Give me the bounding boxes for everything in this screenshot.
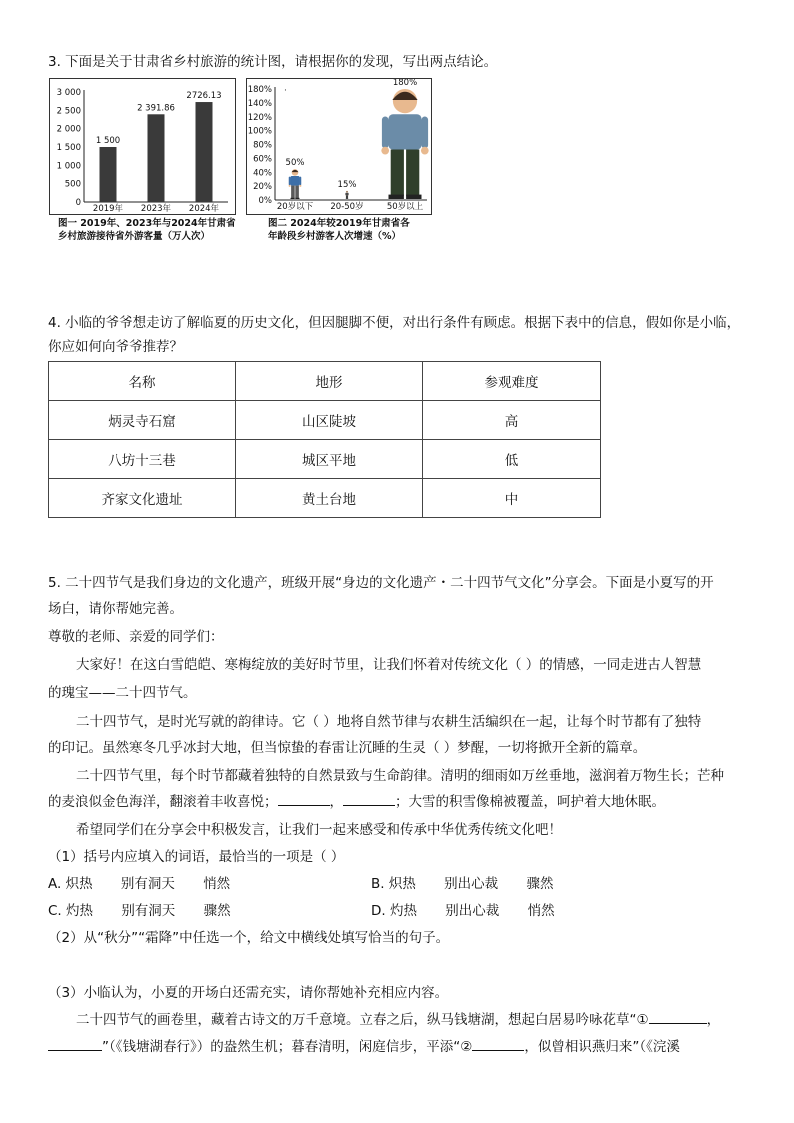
x-tick-label: 2024年 — [188, 204, 220, 214]
data-label: 180% — [392, 79, 418, 88]
figure1-caption-line2: 乡村旅游接待省外游客量（万人次） — [58, 231, 211, 242]
x-tick-label: 2023年 — [140, 204, 172, 214]
y-tick-label: 2 000 — [56, 124, 81, 135]
table-header-terrain: 地形 — [236, 362, 423, 401]
q3-prompt: 3. 下面是关于甘肃省乡村旅游的统计图，请根据你的发现，写出两点结论。 — [48, 54, 498, 70]
y-tick-label: 120% — [247, 112, 272, 123]
option-c-word2: 别有洞天 — [121, 903, 176, 919]
option-a-word2: 别有洞天 — [120, 876, 175, 892]
table-cell: 中 — [423, 479, 601, 518]
option-c[interactable] — [48, 899, 231, 919]
option-d-word2: 别出心裁 — [445, 903, 500, 919]
q5-sub3-paragraph-line2 — [48, 1035, 680, 1055]
table-cell: 黄土台地 — [236, 479, 423, 518]
table-row — [49, 440, 601, 479]
table-header-name: 名称 — [49, 362, 236, 401]
y-tick-label: 40% — [253, 168, 272, 179]
q5-paragraph1-line2: 的瑰宝——二十四节气。 — [48, 685, 197, 701]
q5-paragraph3-line2 — [48, 790, 665, 810]
data-label: 2 391.86 — [137, 103, 175, 114]
x-tick-label: 20-50岁 — [330, 202, 364, 212]
y-tick-label: 20% — [253, 182, 272, 193]
y-tick-label: 180% — [247, 85, 272, 95]
table-cell: 高 — [423, 401, 601, 440]
figure2-chart-frame — [246, 78, 432, 215]
q5-paragraph1-line1: 大家好！在这白雪皑皑、寒梅绽放的美好时节里，让我们怀着对传统文化（ ）的情感，一同走进古人智慧 — [76, 657, 702, 673]
option-a-word3: 悄然 — [203, 876, 231, 892]
q5-sub3-text-c: ，似曾相识燕归来”（《浣溪 — [524, 1039, 680, 1055]
table-row — [49, 401, 601, 440]
y-tick-label: 1 000 — [56, 161, 81, 172]
y-tick-label: 100% — [247, 126, 272, 137]
q5-sub1: （1）括号内应填入的词语，最恰当的一项是（ ） — [48, 849, 345, 865]
person-figure — [345, 191, 349, 199]
table-header-difficulty: 参观难度 — [423, 362, 601, 401]
option-d[interactable] — [371, 899, 555, 919]
table-header-row — [49, 362, 601, 401]
q5-sub2: （2）从“秋分”“霜降”中任选一个，给文中横线处填写恰当的句子。 — [48, 930, 450, 946]
q5-paragraph3-comma: ， — [329, 794, 343, 810]
option-a-word1: A. 炽热 — [48, 876, 93, 892]
person-figure — [381, 89, 428, 199]
answer-blank-3[interactable] — [649, 1009, 707, 1024]
y-tick-label: 140% — [247, 98, 272, 109]
q5-paragraph3-text-a: 的麦浪似金色海洋，翻滚着丰收喜悦； — [48, 794, 278, 810]
q5-sub3-paragraph-line1 — [76, 1008, 720, 1028]
table-cell: 城区平地 — [236, 440, 423, 479]
q5-paragraph2-line2: 的印记。虽然寒冬几乎冰封大地，但当惊蛰的春雷让沉睡的生灵（ ）梦醒，一切将掀开全新的篇章。 — [48, 740, 647, 756]
q5-sub3-text-b: ”（《钱塘湖春行》）的盎然生机；暮春清明，闲庭信步，平添“② — [102, 1039, 473, 1055]
y-tick-label: 60% — [253, 154, 272, 165]
q4-prompt-line2: 你应如何向爷爷推荐？ — [48, 339, 183, 355]
table-cell: 八坊十三巷 — [49, 440, 236, 479]
option-b-word3: 骤然 — [526, 876, 554, 892]
option-c-word1: C. 灼热 — [48, 903, 94, 919]
y-tick-label: 0% — [258, 196, 272, 206]
answer-blank-5[interactable] — [472, 1036, 524, 1051]
option-d-word1: D. 灼热 — [371, 903, 417, 919]
table-row — [49, 479, 601, 518]
data-label: 2726.13 — [186, 91, 222, 102]
q5-paragraph2-line1: 二十四节气，是时光写就的韵律诗。它（ ）地将自然节律与农耕生活编织在一起，让每个时节都有了独特 — [76, 714, 702, 730]
figure2-caption-line1: 图二 2024年较2019年甘肃省各 — [268, 218, 410, 229]
table-cell: 山区陡坡 — [236, 401, 423, 440]
option-b-word1: B. 炽热 — [371, 876, 416, 892]
q5-sub3-comma: ， — [706, 1012, 721, 1028]
table-cell: 低 — [423, 440, 601, 479]
option-b[interactable] — [371, 872, 553, 892]
option-a[interactable] — [48, 872, 230, 892]
data-label: 15% — [337, 179, 357, 190]
x-tick-label: 2019年 — [92, 204, 124, 214]
figure1-chart-frame — [49, 78, 236, 215]
q4-prompt-line1: 4. 小临的爷爷想走访了解临夏的历史文化，但因腿脚不便，对出行条件有顾虑。根据下表中的信息，假如你是小临， — [48, 315, 741, 331]
bar — [196, 102, 213, 202]
bar — [148, 114, 165, 202]
figure1-caption-line1: 图一 2019年、2023年与2024年甘肃省 — [58, 218, 236, 229]
option-d-word3: 悄然 — [527, 903, 555, 919]
figure1-bar-chart — [50, 79, 235, 214]
y-tick-label: 80% — [253, 140, 272, 151]
x-tick-label: 50岁以上 — [386, 202, 424, 212]
q5-sub3-text-a: 二十四节气的画卷里，藏着古诗文的万千意境。立春之后，纵马钱塘湖，想起白居易吟咏花草“① — [76, 1012, 649, 1028]
stray-mark: · — [284, 86, 287, 96]
y-tick-label: 2 500 — [56, 106, 81, 117]
answer-blank-4[interactable] — [48, 1036, 102, 1051]
q5-sub3: （3）小临认为，小夏的开场白还需充实，请你帮她补充相应内容。 — [48, 985, 449, 1001]
q5-paragraph3-line1: 二十四节气里，每个时节都藏着独特的自然景致与生命韵律。清明的细雨如万丝垂地，滋润着万物生长；芒种 — [76, 768, 724, 784]
person-figure — [289, 169, 302, 199]
q5-salutation: 尊敬的老师、亲爱的同学们： — [48, 629, 224, 645]
q5-paragraph3-text-b: ；大雪的积雪像棉被覆盖，呵护着大地休眠。 — [395, 794, 665, 810]
option-b-word2: 别出心裁 — [444, 876, 499, 892]
figure2-caption-line2: 年龄段乡村游客人次增速（%） — [268, 231, 402, 242]
y-tick-label: 1 500 — [56, 143, 81, 153]
data-label: 50% — [285, 158, 305, 169]
option-c-word3: 骤然 — [203, 903, 231, 919]
answer-blank-1[interactable] — [278, 791, 330, 806]
bar — [100, 147, 117, 202]
answer-blank-2[interactable] — [343, 791, 395, 806]
attraction-table — [48, 361, 601, 518]
y-tick-label: 3 000 — [56, 88, 81, 98]
table-cell: 齐家文化遗址 — [49, 479, 236, 518]
figure2-pictograph-chart — [247, 79, 431, 214]
x-tick-label: 20岁以下 — [276, 202, 314, 212]
table-cell: 炳灵寺石窟 — [49, 401, 236, 440]
q5-prompt-line2: 场白，请你帮她完善。 — [48, 601, 183, 617]
y-tick-label: 0 — [75, 198, 81, 208]
y-tick-label: 500 — [64, 179, 81, 190]
q5-prompt-line1: 5. 二十四节气是我们身边的文化遗产，班级开展“身边的文化遗产・二十四节气文化”分享会。下面是小夏写的开 — [48, 575, 714, 591]
data-label: 1 500 — [95, 136, 121, 146]
q5-paragraph4: 希望同学们在分享会中积极发言，让我们一起来感受和传承中华优秀传统文化吧！ — [76, 822, 562, 838]
